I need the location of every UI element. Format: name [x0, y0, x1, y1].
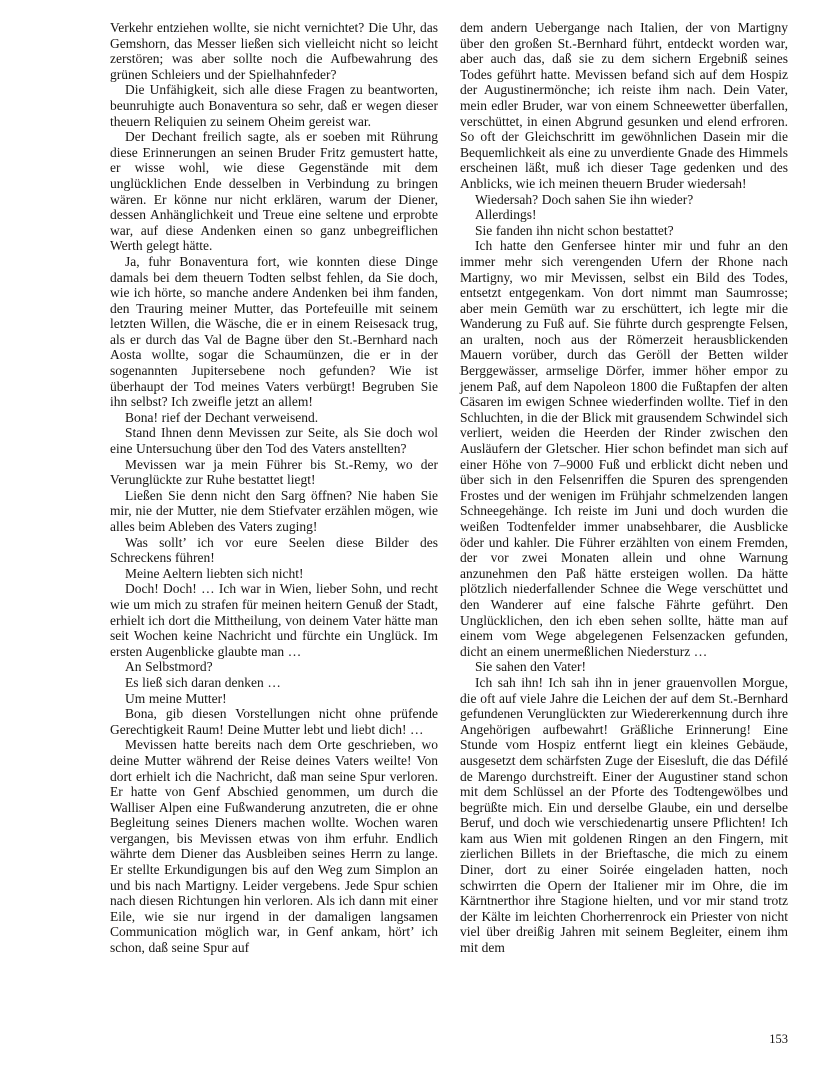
paragraph: Bona! rief der Dechant verweisend. [125, 409, 319, 425]
left-column [110, 20, 438, 956]
paragraph: An Selbstmord? [125, 659, 213, 675]
paragraph: Verkehr entziehen wollte, sie nicht vernichtet? Die Uhr, das Gemshorn, das Messer ließen sich vielleicht nicht so leicht zerstören; was aber sollte noch die Aufbewahrung des grünen Schleiers und der Spielhahnfeder? [110, 20, 438, 82]
paragraph: Ich sah ihn! Ich sah ihn in jener grauenvollen Morgue, die oft auf viele Jahre die Leichen der auf dem St.-Bernhard gefundenen Verunglückten zur Wiedererkennung durch ihre Angehörigen aufbewahrt! Gräßliche Erinnerung! Eine Stunde vom Hospiz entfernt liegt ein kleines Gebäude, ausgesetzt dem schärfsten Zuge der Eisesluft, die das Défilé de Marengo durchstreift. Einer der Augustiner stand schon mit dem Schlüssel an der Pforte des Todtengewölbes und begrüßte mich. Ein und derselbe Glaube, ein und derselbe Beruf, und doch wie verschiedenartig unsere Pflichten! Ich kam aus Wien mit goldenen Ringen an den Fingern, mit zierlichen Billets in der Brieftasche, die mich zu einem Diner, dort zu einer Soirée eingeladen hatten, noch schwirrten die Opern der Italiener mir im Ohre, die im Kärntnerthor ihre Stagione hielten, und vor mir stand trotz der Kälte im leichten Chorherrenrock ein Priester von nicht viel über dreißig Jahren mit seinem Begleiter, einem ihm mit dem [460, 674, 788, 956]
paragraph: Mevissen hatte bereits nach dem Orte geschrieben, wo deine Mutter während der Reise deines Vaters weilte! Von dort erhielt ich die Nachricht, daß man seine Spur verloren. Er hatte von Genf Abschied genommen, um durch die Walliser Alpen eine Fußwanderung anzutreten, die er ohne Begleitung seines Dieners machen wollte. Wochen waren vergangen, bis Mevissen etwas von ihm erfuhr. Endlich währte dem Diener das Ausbleiben seines Herrn zu lange. Er stellte Erkundigungen bis auf den Weg zum Simplon an und bis nach Martigny. Leider vergebens. Jede Spur schien nach diesen Richtungen hin verloren. Als ich dann mit einer Eile, wie sie nur irgend in der damaligen langsamen Communication möglich war, in Genf ankam, hört’ ich schon, daß seine Spur auf [110, 737, 438, 956]
paragraph: Bona, gib diesen Vorstellungen nicht ohne prüfende Gerechtigkeit Raum! Deine Mutter lebt und liebt dich! … [110, 706, 438, 737]
paragraph: Mevissen war ja mein Führer bis St.-Remy, wo der Verunglückte zur Ruhe bestattet liegt! [110, 456, 438, 488]
paragraph: Die Unfähigkeit, sich alle diese Fragen zu beantworten, beunruhigte auch Bonaventura so sehr, daß er wegen dieser theuern Reliquien zu seinem Oheim gereist war. [110, 82, 438, 129]
paragraph: Stand Ihnen denn Mevissen zur Seite, als Sie doch wol eine Untersuchung über den Tod des Vaters anstellten? [110, 425, 438, 457]
paragraph: dem andern Uebergange nach Italien, der von Martigny über den großen St.-Bernhard führt, entdeckt worden war, aber auch das, daß sie zu dem sichern Ergebniß seines Todes geführt hatte. Mevissen befand sich auf dem Hospiz der Augustinermönche; ich reiste ihm nach. Dein Vater, mein edler Bruder, war von einem Schneewetter überfallen, verschüttet, in einen Abgrund gesunken und elend erfroren. So oft der Gleichschritt im gewöhnlichen Dasein mir die Bequemlichkeit als eine zu unverdiente Gnade des Himmels erscheinen läßt, muß ich dieser Tage gedenken und des Anblicks, wie ich meinen theuern Bruder wiedersah! [460, 20, 788, 191]
paragraph: Sie fanden ihn nicht schon bestattet? [475, 222, 674, 238]
right-column [460, 20, 788, 956]
paragraph: Was sollt’ ich vor eure Seelen diese Bilder des Schreckens führen! [110, 534, 438, 566]
paragraph: Der Dechant freilich sagte, als er soeben mit Rührung diese Erinnerungen an seinen Bruder Fritz gemustert hatte, er wisse wohl, wie diese Gegenstände mit dem unglücklichen Ende desselben in Verbindung zu bringen wären. Er könne nur nicht erklären, warum der Diener, dessen Anhänglichkeit und Treue eine seltene und erprobte war, auf diese Andenken einen so ganz unbegreiflichen Werth gelegt hätte. [110, 129, 438, 254]
paragraph: Doch! Doch! … Ich war in Wien, lieber Sohn, und recht wie um mich zu strafen für meinen heitern Genuß der Stadt, erhielt ich dort die Mittheilung, von deinem Vater hätte man seit Wochen keine Nachricht und fürchte ein Unglück. Im ersten Augenblicke glaubte man … [110, 581, 438, 659]
paragraph: Ich hatte den Genfersee hinter mir und fuhr an den immer mehr sich verengenden Ufern der Rhone nach Martigny, wo mir Mevissen, selbst ein Bild des Todes, entsetzt entgegenkam. Von dort nimmt man Saumrosse; aber mein Gemüth war zu erschüttert, ich legte mir die Wanderung zu Fuß auf. Sie führte durch gesprengte Felsen, an uralten, noch aus der Römerzeit herausblickenden Mauern vorüber, durch das Geröll der Betten wilder Berggewässer, armselige Dörfer, immer höher empor zu jenem Paß, auf dem Napoleon 1800 die Fußtapfen der alten Cäsaren im ewigen Schnee wiederfinden wollte. Tief in den Schluchten, in die der Blick mit grausendem Schwindel sich verliert, weiden die Heerden der Rinder zwischen den Ausläufern der Gletscher. Hier schon befindet man sich auf einer Höhe von 7–9000 Fuß und erblickt dicht neben und über sich in den Felsenriffen die Spuren des sprengenden Frostes und der wenigen im Frühjahr schmelzenden langen Schneegehänge. Ich reiste im Juni und doch wurden die weißen Todtenfelder immer unabsehbarer, die Ausblicke öder und kahler. Die Führer erzählten von einem Fremden, der vor zwei Monaten allein und ohne Warnung anzunehmen den Paß hätte ersteigen wollen. Da hätte plötzlich niederfallender Schnee die Wege verschüttet und den Wanderer auf eine falsche Fährte geführt. Den Unglücklichen, den ich eben sehen sollte, hätte man auf einem vom Wege abgelegenen Felsenzacken gefunden, dicht an einem unermeßlichen Niedersturz … [460, 238, 788, 659]
text-area [110, 20, 788, 956]
paragraph: Ließen Sie denn nicht den Sarg öffnen? Nie haben Sie mir, nie der Mutter, nie dem Stiefvater erzählen mögen, wie alles beim Ableben des Vaters zuging! [110, 487, 438, 534]
paragraph: Wiedersah? Doch sahen Sie ihn wieder? [475, 191, 694, 207]
paragraph: Meine Aeltern liebten sich nicht! [125, 565, 304, 581]
paragraph: Um meine Mutter! [125, 690, 227, 706]
paragraph: Allerdings! [475, 207, 537, 223]
paragraph: Es ließ sich daran denken … [125, 674, 281, 690]
page-number: 153 [769, 1032, 788, 1046]
paragraph: Sie sahen den Vater! [475, 659, 586, 675]
paragraph: Ja, fuhr Bonaventura fort, wie konnten diese Dinge damals bei dem theuern Todten selbst fehlen, da Sie doch, wie ich hörte, so manche andere Andenken bei ihm fanden, den Trauring meiner Mutter, das Portefeuille mit seinem letzten Willen, die Wäsche, die er in einem Reisesack trug, als er durch das Val de Bagne über den St.-Bernhard nach Aosta wollte, sogar die Schaumünzen, die er in der sogenannten Jupitersebene noch gefunden? Wie ist überhaupt der Tod meines Vaters verbürgt! Begruben Sie ihn selbst? Ich zweifle jetzt an allem! [110, 253, 438, 410]
